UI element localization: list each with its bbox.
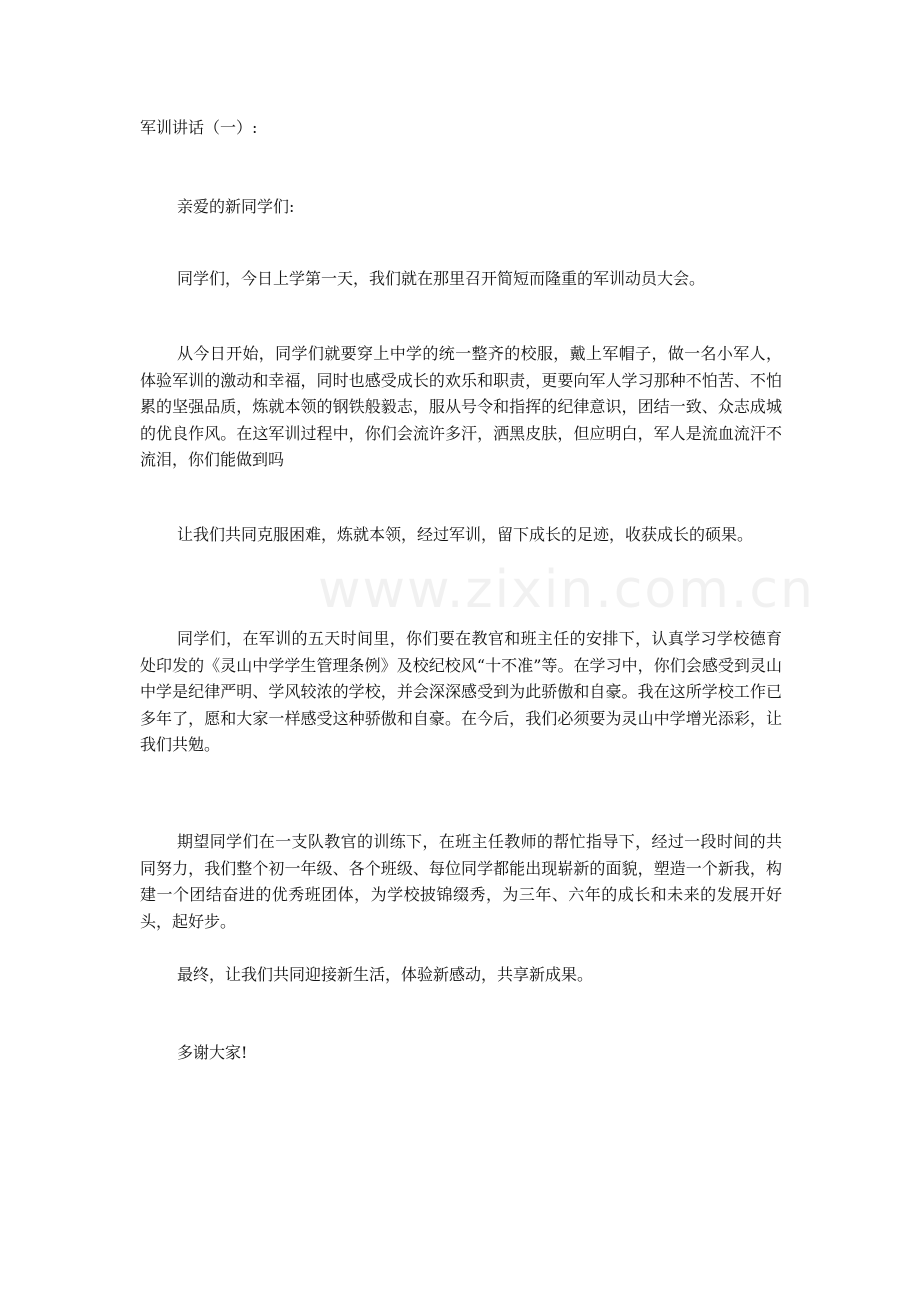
watermark: www.zixin.com.cn <box>318 560 815 620</box>
paragraph-opening: 同学们，今日上学第一天，我们就在那里召开简短而隆重的军训动员大会。 <box>177 269 706 288</box>
paragraph-five-days: 同学们，在军训的五天时间里，你们要在教官和班主任的安排下，认真学习学校德育处印发的《灵山中学学生管理条例》及校纪校风“十不准”等。在学习中，你们会感受到灵山中学是纪律严明、学风较浓的学校，并会深深感受到为此骄傲和自豪。我在这所学校工作已多年了，愿和大家一样感受这种骄傲和自豪。在今后，我们必须要为灵山中学增光添彩，让我们共勉。 <box>140 629 782 754</box>
closing-thanks: 多谢大家! <box>177 1043 248 1062</box>
document-title: 军训讲话（一）: <box>140 118 258 137</box>
paragraph-hope: 期望同学们在一支队教官的训练下，在班主任教师的帮忙指导下，经过一段时间的共同努力，我们整个初一年级、各个班级、每位同学都能出现崭新的面貌，塑造一个新我，构建一个团结奋进的优秀班团体，为学校披锦缀秀，为三年、六年的成长和未来的发展开好头，起好步。 <box>140 832 782 931</box>
paragraph-uniform: 从今日开始，同学们就要穿上中学的统一整齐的校服，戴上军帽子，做一名小军人，体验军训的激动和幸福，同时也感受成长的欢乐和职责，更要向军人学习那种不怕苦、不怕累的坚强品质，炼就本领的钢铁般毅志，服从号令和指挥的纪律意识，团结一致、众志成城的优良作风。在这军训过程中，你们会流许多汗，洒黑皮肤，但应明白，军人是流血流汗不流泪，你们能做到吗 <box>140 344 782 469</box>
paragraph-overcome: 让我们共同克服困难，炼就本领，经过军训，留下成长的足迹，收获成长的硕果。 <box>177 525 754 544</box>
paragraph-final: 最终，让我们共同迎接新生活，体验新感动，共享新成果。 <box>177 965 594 984</box>
salutation: 亲爱的新同学们: <box>177 197 295 216</box>
